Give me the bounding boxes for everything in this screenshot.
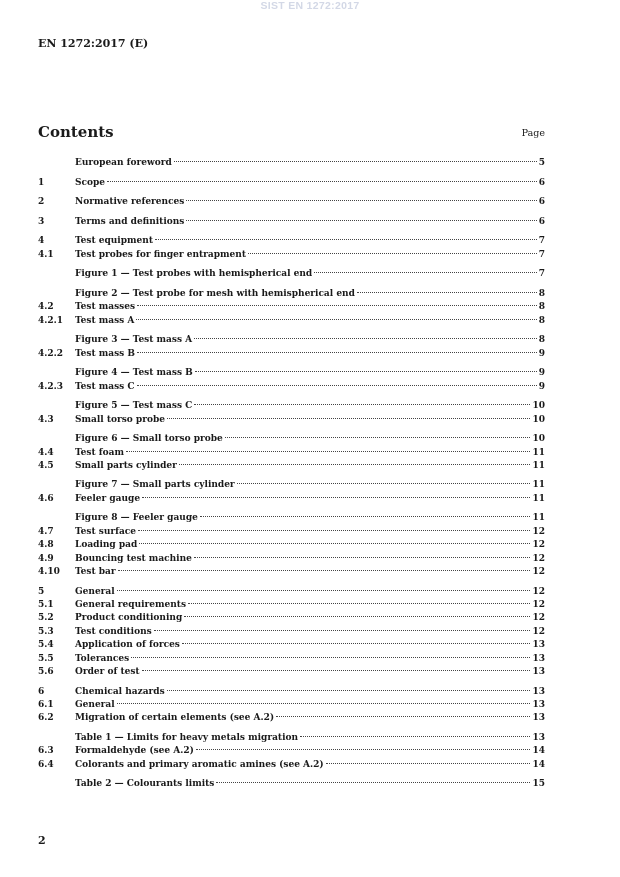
toc-entry-page: 12 (532, 599, 545, 610)
dot-leader (326, 763, 531, 764)
toc-entry-title: General requirements (75, 599, 187, 610)
dot-leader (195, 371, 537, 372)
toc-entry-number: 5.5 (38, 653, 54, 664)
dot-leader (117, 703, 531, 704)
toc-entry-page: 12 (532, 553, 545, 564)
toc-entry[interactable] (38, 268, 545, 281)
toc-entry[interactable] (38, 196, 545, 209)
toc-entry[interactable] (38, 493, 545, 506)
standard-id-header: EN 1272:2017 (E) (38, 37, 149, 50)
toc-entry-number: 6.2 (38, 713, 54, 724)
toc-entry[interactable] (38, 539, 545, 552)
toc-entry-page: 10 (532, 434, 545, 445)
dot-leader (196, 749, 531, 750)
dot-leader (314, 272, 537, 273)
toc-entry-number: 4.9 (38, 553, 54, 564)
toc-entry-page: 12 (532, 567, 545, 578)
toc-entry-title: Normative references (75, 197, 185, 208)
toc-entry-title: Feeler gauge (75, 493, 141, 504)
contents-title: Contents (38, 123, 114, 141)
toc-entry[interactable] (38, 334, 545, 347)
toc-entry-page: 12 (532, 613, 545, 624)
toc-entry-page: 13 (532, 732, 545, 743)
dot-leader (194, 404, 530, 405)
toc-entry-number: 6.4 (38, 759, 54, 770)
dot-leader (186, 200, 536, 201)
dot-leader (167, 418, 530, 419)
toc-entry[interactable] (38, 177, 545, 190)
toc-entry-title: Chemical hazards (75, 686, 165, 697)
toc-entry-page: 13 (532, 686, 545, 697)
toc-entry-page: 9 (538, 381, 545, 392)
toc-entry-page: 13 (532, 640, 545, 651)
toc-entry-title: Test surface (75, 526, 137, 537)
toc-entry[interactable] (38, 249, 545, 262)
dot-leader (184, 616, 530, 617)
toc-entry[interactable] (38, 653, 545, 666)
toc-entry-page: 7 (538, 236, 545, 247)
toc-entry[interactable] (38, 553, 545, 566)
toc-entry-number: 4.6 (38, 493, 54, 504)
toc-entry-title: Small torso probe (75, 414, 165, 425)
toc-entry[interactable] (38, 367, 545, 380)
toc-entry-title: Figure 3 — Test mass A (75, 335, 193, 346)
toc-entry-title: Application of forces (75, 640, 180, 651)
toc-entry-page: 9 (538, 348, 545, 359)
toc-entry[interactable] (38, 586, 545, 599)
toc-entry-number: 5.4 (38, 640, 54, 651)
toc-entry-title: Figure 1 — Test probes with hemispherical end (75, 269, 313, 280)
toc-entry-title: Bouncing test machine (75, 553, 192, 564)
toc-entry-number: 5.2 (38, 613, 54, 624)
toc-entry-page: 13 (532, 699, 545, 710)
dot-leader (188, 603, 530, 604)
toc-entry-number: 6.1 (38, 699, 54, 710)
toc-entry-title: Table 2 — Colourants limits (75, 779, 215, 790)
toc-entry-number: 5.3 (38, 626, 54, 637)
dot-leader (154, 630, 531, 631)
toc-entry-page: 12 (532, 540, 545, 551)
toc-entry-title: Colorants and primary aromatic amines (see A.2) (75, 759, 324, 770)
toc-entry[interactable] (38, 612, 545, 625)
dot-leader (118, 570, 531, 571)
toc-entry-title: Figure 6 — Small torso probe (75, 434, 223, 445)
toc-entry-page: 8 (538, 335, 545, 346)
dot-leader (137, 385, 537, 386)
dot-leader (357, 292, 537, 293)
toc-entry-title: Test mass A (75, 315, 135, 326)
dot-leader (300, 736, 530, 737)
toc-entry-page: 11 (532, 447, 545, 458)
toc-entry-page: 14 (532, 746, 545, 757)
toc-entry[interactable] (38, 288, 545, 301)
toc-entry-title: Test probes for finger entrapment (75, 249, 246, 260)
dot-leader (117, 590, 531, 591)
dot-leader (142, 497, 530, 498)
toc-entry[interactable] (38, 759, 545, 772)
toc-entry-title: Formaldehyde (see A.2) (75, 746, 194, 757)
toc-entry-page: 8 (538, 302, 545, 313)
dot-leader (225, 437, 531, 438)
dot-leader (131, 657, 530, 658)
dot-leader (138, 530, 530, 531)
toc-entry-page: 7 (538, 249, 545, 260)
dot-leader (139, 543, 530, 544)
toc-entry[interactable] (38, 400, 545, 413)
table-of-contents (38, 157, 545, 792)
toc-entry[interactable] (38, 235, 545, 248)
toc-entry[interactable] (38, 157, 545, 170)
toc-entry-page: 12 (532, 626, 545, 637)
toc-entry-page: 12 (532, 526, 545, 537)
toc-entry[interactable] (38, 712, 545, 725)
toc-entry-title: Terms and definitions (75, 216, 185, 227)
dot-leader (137, 305, 537, 306)
toc-entry-page: 15 (532, 779, 545, 790)
toc-entry-page: 11 (532, 493, 545, 504)
dot-leader (200, 516, 531, 517)
dot-leader (237, 483, 531, 484)
dot-leader (137, 352, 537, 353)
page-number: 2 (38, 834, 46, 847)
toc-entry[interactable] (38, 301, 545, 314)
toc-entry[interactable] (38, 732, 545, 745)
toc-entry-title: Figure 2 — Test probe for mesh with hemispherical end (75, 288, 355, 299)
toc-entry-title: Test conditions (75, 626, 152, 637)
toc-entry-title: Figure 7 — Small parts cylinder (75, 480, 235, 491)
toc-entry-page: 13 (532, 653, 545, 664)
toc-entry[interactable] (38, 526, 545, 539)
toc-entry-page: 11 (532, 460, 545, 471)
toc-entry-number: 4.3 (38, 414, 54, 425)
dot-leader (155, 239, 537, 240)
toc-entry[interactable] (38, 666, 545, 679)
toc-entry[interactable] (38, 512, 545, 525)
toc-entry-number: 5.6 (38, 666, 54, 677)
toc-entry[interactable] (38, 447, 545, 460)
dot-leader (216, 782, 530, 783)
toc-entry-title: Figure 5 — Test mass C (75, 401, 193, 412)
dot-leader (186, 220, 536, 221)
toc-entry-number: 5 (38, 586, 45, 597)
toc-entry-page: 9 (538, 368, 545, 379)
dot-leader (142, 670, 531, 671)
toc-entry-page: 8 (538, 315, 545, 326)
toc-entry[interactable] (38, 639, 545, 652)
toc-entry-title: Test mass B (75, 348, 135, 359)
dot-leader (107, 181, 537, 182)
toc-entry-number: 6 (38, 686, 45, 697)
toc-entry-page: 6 (538, 177, 545, 188)
toc-entry[interactable] (38, 433, 545, 446)
toc-entry-number: 4 (38, 236, 45, 247)
toc-entry-number: 4.2.1 (38, 315, 64, 326)
toc-entry-title: Small parts cylinder (75, 460, 177, 471)
toc-entry-title: General (75, 699, 115, 710)
dot-leader (136, 319, 536, 320)
dot-leader (248, 253, 537, 254)
toc-entry-number: 1 (38, 177, 45, 188)
toc-entry-title: Tolerances (75, 653, 130, 664)
toc-entry[interactable] (38, 686, 545, 699)
toc-entry-page: 5 (538, 158, 545, 168)
toc-entry-title: Test mass C (75, 381, 135, 392)
dot-leader (179, 464, 531, 465)
toc-entry-number: 4.2.2 (38, 348, 64, 359)
dot-leader (167, 690, 531, 691)
toc-entry-page: 14 (532, 759, 545, 770)
toc-entry[interactable] (38, 414, 545, 427)
toc-entry-number: 4.5 (38, 460, 54, 471)
toc-entry-title: Test masses (75, 302, 136, 313)
toc-entry-title: Order of test (75, 666, 140, 677)
toc-entry-number: 4.2 (38, 302, 54, 313)
toc-entry-title: Figure 8 — Feeler gauge (75, 513, 198, 524)
toc-entry-title: Table 1 — Limits for heavy metals migration (75, 732, 299, 743)
toc-entry-title: Product conditioning (75, 613, 183, 624)
toc-entry-number: 4.7 (38, 526, 54, 537)
toc-entry-number: 4.8 (38, 540, 54, 551)
dot-leader (276, 716, 530, 717)
toc-entry-number: 4.4 (38, 447, 54, 458)
toc-entry-title: General (75, 586, 115, 597)
dot-leader (182, 643, 531, 644)
toc-entry[interactable] (38, 381, 545, 394)
dot-leader (194, 557, 531, 558)
toc-entry-number: 5.1 (38, 599, 54, 610)
toc-entry-title: Test bar (75, 567, 116, 578)
toc-entry-page: 6 (538, 216, 545, 227)
toc-entry-page: 10 (532, 401, 545, 412)
toc-entry[interactable] (38, 460, 545, 473)
toc-entry-page: 10 (532, 414, 545, 425)
toc-entry[interactable] (38, 566, 545, 579)
toc-entry-page: 12 (532, 586, 545, 597)
toc-entry-title: European foreword (75, 158, 172, 168)
toc-entry[interactable] (38, 315, 545, 328)
toc-entry[interactable] (38, 745, 545, 758)
toc-entry-number: 6.3 (38, 746, 54, 757)
toc-entry-page: 7 (538, 269, 545, 280)
toc-entry[interactable] (38, 699, 545, 712)
toc-entry-number: 2 (38, 197, 45, 208)
toc-entry[interactable] (38, 599, 545, 612)
toc-entry-page: 8 (538, 288, 545, 299)
toc-entry-page: 11 (532, 480, 545, 491)
toc-entry-page: 13 (532, 666, 545, 677)
watermark: SIST EN 1272:2017 (260, 0, 360, 12)
toc-entry-title: Test equipment (75, 236, 153, 247)
toc-entry[interactable] (38, 216, 545, 229)
toc-entry-number: 4.2.3 (38, 381, 64, 392)
dot-leader (194, 338, 537, 339)
toc-entry-title: Scope (75, 177, 106, 188)
page-column-label: Page (521, 128, 545, 139)
toc-entry[interactable] (38, 778, 545, 791)
toc-entry[interactable] (38, 348, 545, 361)
toc-entry-page: 11 (532, 513, 545, 524)
toc-entry-number: 3 (38, 216, 45, 227)
toc-entry[interactable] (38, 626, 545, 639)
toc-entry-title: Test foam (75, 447, 124, 458)
dot-leader (174, 161, 537, 162)
dot-leader (126, 451, 530, 452)
toc-entry-title: Loading pad (75, 540, 138, 551)
toc-entry-title: Figure 4 — Test mass B (75, 368, 193, 379)
toc-entry-page: 13 (532, 713, 545, 724)
toc-entry-page: 6 (538, 197, 545, 208)
toc-entry-title: Migration of certain elements (see A.2) (75, 713, 275, 724)
toc-entry[interactable] (38, 479, 545, 492)
toc-entry-number: 4.1 (38, 249, 54, 260)
toc-entry-number: 4.10 (38, 567, 60, 578)
